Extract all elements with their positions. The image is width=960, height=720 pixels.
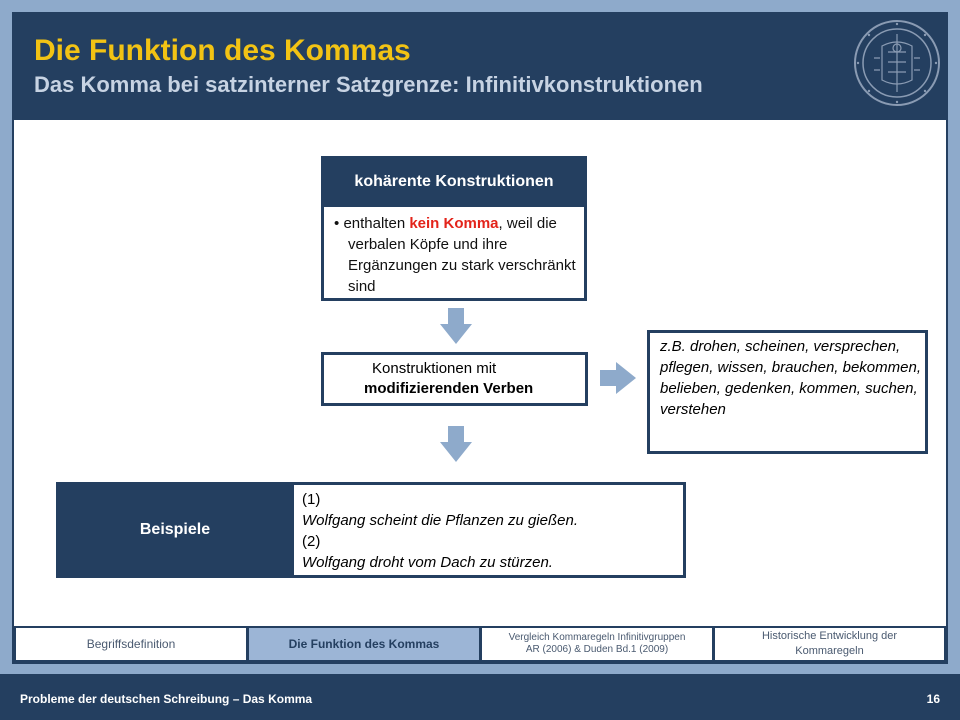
slide-header <box>14 14 946 120</box>
tab-definition-label: Begriffsdefinition <box>86 637 176 651</box>
tab-comma-function-label: Die Funktion des Kommas <box>288 637 440 651</box>
tab-history[interactable] <box>713 626 946 662</box>
example-2-text: Wolfgang droht vom Dach zu stürzen. <box>302 554 553 571</box>
arrow-down-icon <box>440 426 472 462</box>
modifying-verbs-line2: modifizierenden Verben <box>364 380 534 397</box>
coherent-text-before: enthalten <box>343 215 410 232</box>
modifying-verbs-box <box>321 352 588 406</box>
arrow-down-icon <box>440 308 472 344</box>
examples-label: Beispiele <box>56 482 294 578</box>
tab-comparison[interactable] <box>480 626 714 662</box>
university-seal-icon <box>852 18 942 108</box>
arrow-right-icon <box>600 362 636 394</box>
coherent-constructions-text <box>324 207 584 297</box>
coherent-text-after: , weil die verbalen Köpfe und ihre Ergänzungen zu stark verschränkt sind <box>348 215 576 295</box>
tab-history-line1: Historische Entwicklung der <box>761 630 898 642</box>
example-2-number: (2) <box>302 533 321 550</box>
verb-examples-box: z.B. drohen, scheinen, versprechen, pflegen, wissen, brauchen, bekommen, belieben, gedenken, kommen, suchen, verstehen <box>647 330 928 454</box>
tab-comma-function[interactable] <box>247 626 481 662</box>
slide-title: Die Funktion des Kommas <box>34 34 411 67</box>
examples-box <box>294 482 686 578</box>
footer-title: Probleme der deutschen Schreibung – Das Komma <box>20 692 313 706</box>
tab-comparison-line2: AR (2006) & Duden Bd.1 (2009) <box>525 644 669 655</box>
coherent-constructions-heading: kohärente Konstruktionen <box>324 159 584 207</box>
example-1-number: (1) <box>302 491 321 508</box>
modifying-verbs-line1: Konstruktionen mit <box>372 360 497 377</box>
tab-definition[interactable] <box>14 626 248 662</box>
coherent-highlight: kein Komma <box>409 215 499 232</box>
slide-subtitle: Das Komma bei satzinterner Satzgrenze: Infinitivkonstruktionen <box>34 72 703 97</box>
page-number: 16 <box>926 692 940 706</box>
coherent-constructions-box <box>321 156 587 301</box>
tab-comparison-line1: Vergleich Kommaregeln Infinitivgruppen <box>508 632 686 643</box>
bullet: • <box>334 215 340 232</box>
tab-history-line2: Kommaregeln <box>795 645 864 657</box>
example-1-text: Wolfgang scheint die Pflanzen zu gießen. <box>302 512 578 529</box>
